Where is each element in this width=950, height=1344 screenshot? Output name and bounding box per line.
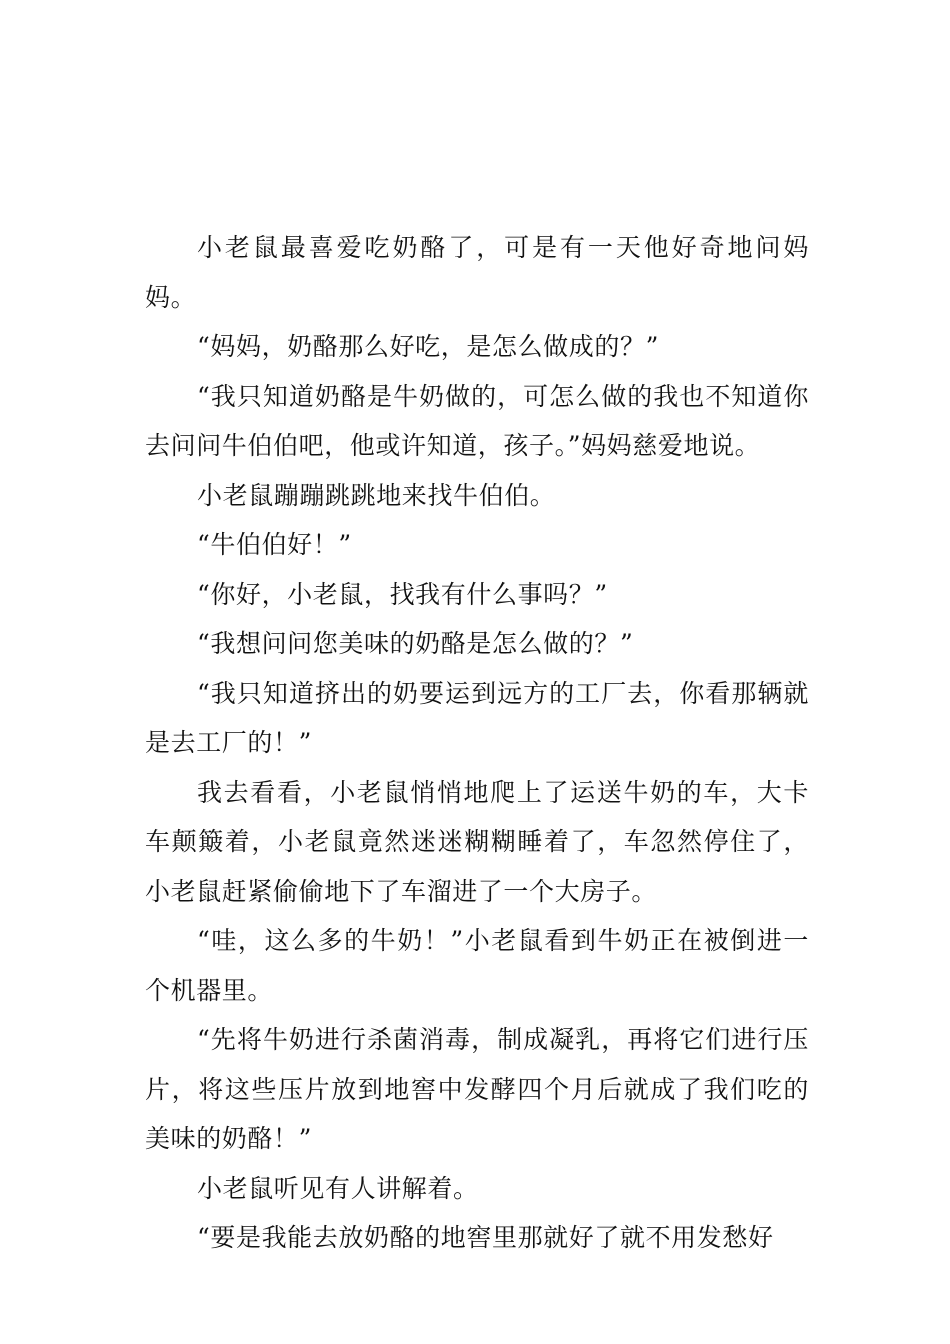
paragraph: “妈妈，奶酪那么好吃，是怎么做成的？” <box>197 332 659 361</box>
paragraph: “要是我能去放奶酪的地窖里那就好了就不用发愁好 <box>197 1223 774 1252</box>
paragraph: “你好，小老鼠，找我有什么事吗？” <box>197 579 608 609</box>
paragraph: “我想问问您美味的奶酪是怎么做的？” <box>197 629 634 658</box>
paragraph: 我去看看，小老鼠悄悄地爬上了运送牛奶的车，大卡车颠簸着，小老鼠竟然迷迷糊糊睡着了，车忽然停住了，小老鼠赶紧偷偷地下了车溜进了一个大房子。 <box>145 777 809 906</box>
paragraph: “我只知道奶酪是牛奶做的，可怎么做的我也不知道你去问问牛伯伯吧，他或许知道，孩子。”妈妈慈爱地说。 <box>145 381 809 460</box>
paragraph: 小老鼠最喜爱吃奶酪了，可是有一天他好奇地问妈妈。 <box>145 233 809 312</box>
paragraph: “牛伯伯好！” <box>197 530 352 559</box>
paragraph: “我只知道挤出的奶要运到远方的工厂去，你看那辆就是去工厂的！” <box>145 678 809 757</box>
paragraph: 小老鼠听见有人讲解着。 <box>197 1173 479 1203</box>
paragraph: “先将牛奶进行杀菌消毒，制成凝乳，再将它们进行压片，将这些压片放到地窖中发酵四个月后就成了我们吃的美味的奶酪！” <box>145 1025 809 1153</box>
story-text <box>145 223 809 1263</box>
paragraph: 小老鼠蹦蹦跳跳地来找牛伯伯。 <box>197 480 556 510</box>
paragraph: “哇，这么多的牛奶！”小老鼠看到牛奶正在被倒进一个机器里。 <box>145 926 809 1005</box>
